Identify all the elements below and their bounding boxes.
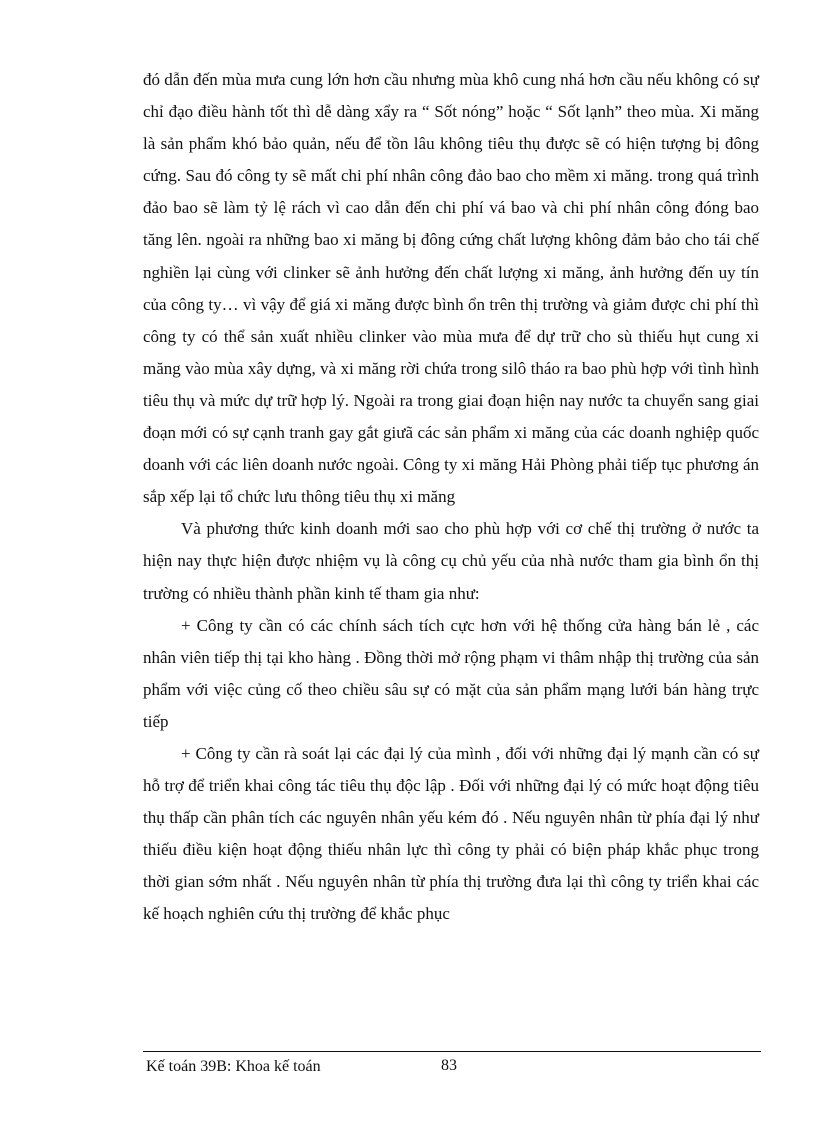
paragraph: Và phương thức kinh doanh mới sao cho phù hợp với cơ chế thị trường ở nước ta hiện nay thực hiện được nhiệm vụ là công cụ chủ yếu của nhà nước tham gia bình ổn thị trường có nhiều thành phần kinh tế tham gia như:	[143, 519, 759, 603]
page-number: 83	[441, 1057, 457, 1074]
footer-department: Kế toán 39B: Khoa kế toán	[146, 1058, 321, 1075]
bullet-paragraph: + Công ty cần rà soát lại các đại lý của mình , đối với những đại lý mạnh cần có sự hỗ trợ để triển khai công tác tiêu thụ độc lập . Đối với những đại lý có mức hoạt động tiêu thụ thấp cần phân tích các nguyên nhân yếu kém đó . Nếu nguyên nhân từ phía đại lý như thiếu điều kiện hoạt động thiếu nhân lực thì công ty phải có biện pháp khắc phục trong thời gian sớm nhất . Nếu nguyên nhân từ phía thị trường đưa lại thì công ty triển khai các kế hoạch nghiên cứu thị trường để khắc phục	[143, 743, 759, 924]
bullet-paragraph: + Công ty cần có các chính sách tích cực hơn với hệ thống cửa hàng bán lẻ , các nhân viên tiếp thị tại kho hàng . Đồng thời mở rộng phạm vi thâm nhập thị trường của sản phẩm với việc củng cố theo chiều sâu sự có mặt của sản phẩm mạng lưới bán hàng trực tiếp	[143, 615, 759, 731]
paragraph: đó dẫn đến mùa mưa cung lớn hơn cầu nhưng mùa khô cung nhá hơn cầu nếu không có sự chỉ đạo điều hành tốt thì dễ dàng xẩy ra “ Sốt nóng” hoặc “ Sốt lạnh” theo mùa. Xi măng là sản phẩm khó bảo quản, nếu để tồn lâu không tiêu thụ được sẽ có hiện tượng bị đông cứng. Sau đó công ty sẽ mất chi phí nhân công đảo bao cho mềm xi măng. trong quá trình đảo bao sẽ làm tỷ lệ rách vì cao dẫn đến chi phí vá bao và chi phí nhân công đóng bao tăng lên. ngoài ra những bao xi măng bị đông cứng chất lượng không đảm bảo cho tái chế nghiền lại cùng với clinker sẽ ảnh hưởng đến chất lượng xi măng, ảnh hưởng đến uy tín của công ty… vì vậy để giá xi măng được bình ổn trên thị trường và giảm được chi phí thì công ty có thể sản xuất nhiều clinker vào mùa mưa để dự trữ cho sù thiếu hụt cung xi măng vào mùa xây dựng, và xi măng rời chứa trong silô tháo ra bao phù hợp với tình hình tiêu thụ và mức dự trữ hợp lý. Ngoài ra trong giai đoạn hiện nay nước ta chuyển sang giai đoạn mới có sự cạnh tranh gay gắt giưã các sản phẩm xi măng của các doanh nghiệp quốc doanh với các liên doanh nước ngoài. Công ty xi măng Hải Phòng phải tiếp tục phương án sắp xếp lại tổ chức lưu thông tiêu thụ xi măng	[143, 70, 759, 507]
footer-divider	[143, 1051, 761, 1052]
document-body	[143, 64, 759, 931]
